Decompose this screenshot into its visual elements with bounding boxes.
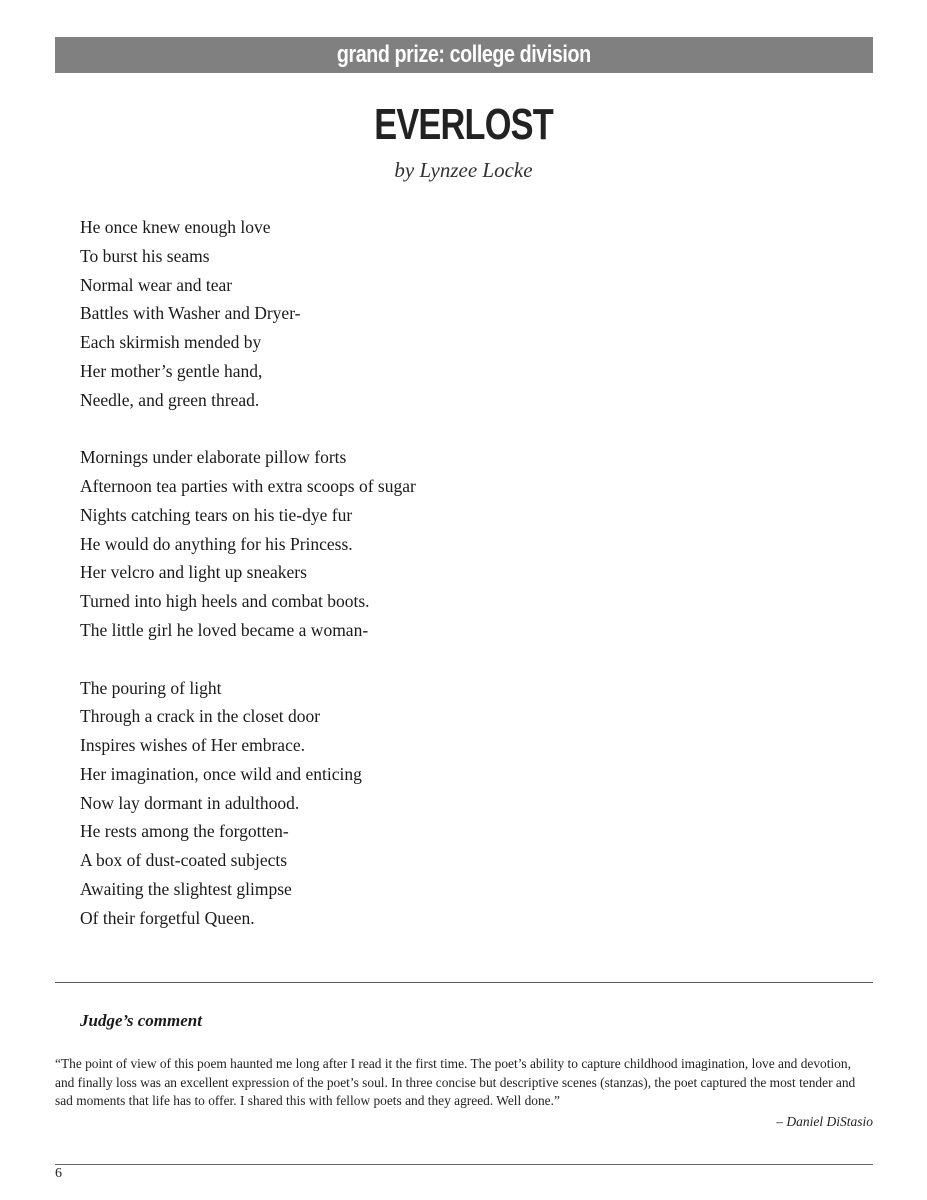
poem-line: Now lay dormant in adulthood. (80, 792, 300, 813)
poem-line: He once knew enough love (80, 217, 271, 237)
stanza-2 (80, 443, 680, 644)
section-label: grand prize: college division (337, 41, 591, 68)
poem-line: Awaiting the slightest glimpse (80, 878, 292, 899)
stanza-3 (80, 674, 680, 933)
poem-body (80, 213, 680, 961)
poem-line: Inspires wishes of Her embrace. (80, 735, 305, 755)
poem-line: Her velcro and light up sneakers (80, 562, 307, 583)
divider-bottom (55, 1164, 873, 1165)
poem-line: Afternoon tea parties with extra scoops of sugar (80, 476, 416, 496)
poem-line: The little girl he loved became a woman- (80, 619, 369, 640)
poem-line: He would do anything for his Princess. (80, 533, 353, 554)
poem-line: He rests among the forgotten- (80, 821, 289, 842)
poem-line: Turned into high heels and combat boots. (80, 591, 370, 611)
poem-line: The pouring of light (80, 677, 222, 698)
poem-line: Nights catching tears on his tie-dye fur (80, 504, 353, 525)
judge-signature: – Daniel DiStasio (776, 1114, 873, 1129)
poem-title: EVERLOST (374, 100, 553, 149)
poem-line: A box of dust-coated subjects (80, 850, 288, 870)
poem-line: Battles with Washer and Dryer- (80, 303, 301, 324)
judge-comment: “The point of view of this poem haunted me long after I read it the first time. The poet’s ability to capture childhood imagination, love and devotion, and finally loss was an excellent expression of the poet’s soul. In three concise but descriptive scenes (stanzas), the poet captured the most tender and sad moments that life has to offer. I shared this with fellow poets and they agreed. Well done.” (55, 1056, 856, 1108)
stanza-1 (80, 213, 680, 414)
poem-byline: by Lynzee Locke (394, 158, 533, 182)
judge-heading: Judge’s comment (80, 1011, 202, 1030)
poem-line: Of their forgetful Queen. (80, 907, 255, 928)
poem-line: Through a crack in the closet door (80, 706, 321, 727)
poem-line: Her mother’s gentle hand, (80, 360, 263, 381)
section-banner (55, 37, 873, 73)
poem-line: Each skirmish mended by (80, 332, 262, 352)
poem-line: Normal wear and tear (80, 274, 233, 295)
poem-line: To burst his seams (80, 245, 210, 266)
poem-title-wrapper (0, 100, 927, 150)
divider-top (55, 982, 873, 983)
page-number: 6 (55, 1166, 62, 1181)
poem-line: Her imagination, once wild and enticing (80, 763, 362, 784)
poem-line: Mornings under elaborate pillow forts (80, 447, 347, 468)
poem-line: Needle, and green thread. (80, 389, 260, 410)
